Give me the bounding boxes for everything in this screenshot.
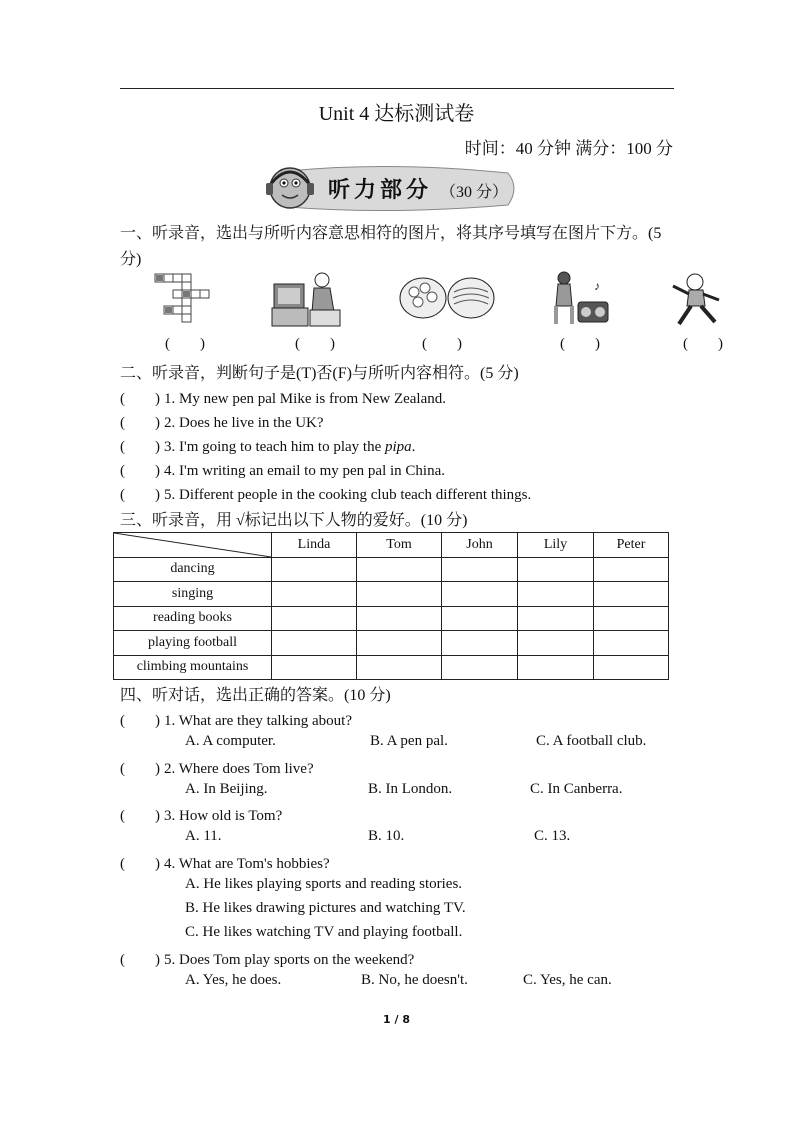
option-c[interactable]: C. He likes watching TV and playing football.: [185, 924, 463, 940]
option-c[interactable]: C. Yes, he can.: [523, 972, 612, 988]
answer-cell[interactable]: [442, 606, 518, 631]
answer-cell[interactable]: [272, 606, 357, 631]
option-a[interactable]: A. A computer.: [185, 733, 276, 749]
page-title: Unit 4 达标测试卷: [318, 103, 475, 125]
corner-cell: [114, 533, 272, 558]
answer-cell[interactable]: [442, 557, 518, 582]
answer-cell[interactable]: [518, 631, 594, 656]
column-header: Linda: [272, 533, 357, 558]
answer-cell[interactable]: [357, 557, 442, 582]
page-number: 1 / 8: [383, 1013, 410, 1026]
mc-question-4: ( ) 4. What are Tom's hobbies?: [120, 852, 330, 873]
table-row: [114, 582, 669, 607]
answer-blank[interactable]: ( ): [120, 391, 160, 407]
answer-blank[interactable]: ( ): [120, 713, 160, 729]
option-c[interactable]: C. A football club.: [536, 733, 647, 749]
column-header: Tom: [357, 533, 442, 558]
tf-item-3: ( ) 3. I'm going to teach him to play the pipa.: [120, 435, 415, 456]
row-header: singing: [114, 582, 272, 607]
table-header-row: [114, 533, 669, 558]
row-header: dancing: [114, 557, 272, 582]
answer-cell[interactable]: [442, 582, 518, 607]
table-row: [114, 606, 669, 631]
mc-question-1: ( ) 1. What are they talking about?: [120, 709, 352, 730]
answer-cell[interactable]: [272, 631, 357, 656]
answer-cell[interactable]: [518, 582, 594, 607]
picture-2-blank[interactable]: ( ): [295, 336, 335, 352]
mc-question-3: ( ) 3. How old is Tom?: [120, 804, 282, 825]
answer-cell[interactable]: [518, 557, 594, 582]
answer-blank[interactable]: ( ): [120, 439, 160, 455]
section4-instruction: 四、听对话，选出正确的答案。(10 分): [120, 687, 391, 704]
tf-item-4: ( ) 4. I'm writing an email to my pen pal in China.: [120, 459, 445, 480]
column-header: John: [442, 533, 518, 558]
picture-3-blank[interactable]: ( ): [422, 336, 462, 352]
food-bowls-icon: [398, 270, 496, 328]
table-row: [114, 655, 669, 680]
answer-cell[interactable]: [594, 606, 669, 631]
option-b[interactable]: B. He likes drawing pictures and watching TV.: [185, 900, 466, 916]
option-b[interactable]: B. No, he doesn't.: [361, 972, 468, 988]
section3-instruction: 三、听录音，用 √标记出以下人物的爱好。(10 分): [120, 512, 468, 529]
picture-4-blank[interactable]: ( ): [560, 336, 600, 352]
answer-cell[interactable]: [357, 655, 442, 680]
option-a[interactable]: A. Yes, he does.: [185, 972, 282, 988]
option-b[interactable]: B. In London.: [368, 781, 453, 797]
answer-blank[interactable]: ( ): [120, 487, 160, 503]
option-b[interactable]: B. 10.: [368, 828, 405, 844]
answer-blank[interactable]: ( ): [120, 952, 160, 968]
answer-cell[interactable]: [357, 606, 442, 631]
answer-blank[interactable]: ( ): [120, 808, 160, 824]
kung-fu-boy-icon: [667, 270, 727, 328]
tf-item-5: ( ) 5. Different people in the cooking club teach different things.: [120, 483, 531, 504]
table-row: [114, 631, 669, 656]
music-player-icon: [550, 270, 612, 328]
option-a[interactable]: A. In Beijing.: [185, 781, 268, 797]
picture-1-blank[interactable]: ( ): [165, 336, 205, 352]
option-c[interactable]: C. In Canberra.: [530, 781, 623, 797]
section1-instruction-cont: 分): [120, 251, 142, 268]
picture-5-blank[interactable]: ( ): [683, 336, 723, 352]
answer-cell[interactable]: [442, 631, 518, 656]
option-a[interactable]: A. He likes playing sports and reading stories.: [185, 876, 463, 892]
answer-blank[interactable]: ( ): [120, 761, 160, 777]
answer-blank[interactable]: ( ): [120, 463, 160, 479]
answer-cell[interactable]: [272, 582, 357, 607]
hobby-table: [113, 532, 669, 680]
option-a[interactable]: A. 11.: [185, 828, 222, 844]
option-b[interactable]: B. A pen pal.: [370, 733, 448, 749]
tf-item-1: ( ) 1. My new pen pal Mike is from New Zealand.: [120, 387, 446, 408]
crossword-grid-icon: [150, 270, 220, 328]
answer-cell[interactable]: [594, 582, 669, 607]
answer-cell[interactable]: [357, 582, 442, 607]
time-score-info: 时间：40 分钟 满分：100 分: [464, 139, 673, 158]
column-header: Peter: [594, 533, 669, 558]
mc-question-5: ( ) 5. Does Tom play sports on the weekend?: [120, 948, 414, 969]
mc-question-2: ( ) 2. Where does Tom live?: [120, 757, 314, 778]
row-header: playing football: [114, 631, 272, 656]
answer-blank[interactable]: ( ): [120, 415, 160, 431]
answer-cell[interactable]: [442, 655, 518, 680]
section2-instruction: 二、听录音，判断句子是(T)否(F)与所听内容相符。(5 分): [120, 365, 519, 382]
row-header: climbing mountains: [114, 655, 272, 680]
tf-item-2: ( ) 2. Does he live in the UK?: [120, 411, 324, 432]
section1-instruction: 一、听录音，选出与所听内容意思相符的图片，将其序号填写在图片下方。(5: [120, 225, 662, 242]
banner-score: （30 分）: [440, 184, 509, 201]
answer-cell[interactable]: [357, 631, 442, 656]
header-rule: [120, 88, 674, 89]
answer-blank[interactable]: ( ): [120, 856, 160, 872]
listening-banner: [258, 163, 522, 213]
answer-cell[interactable]: [594, 631, 669, 656]
column-header: Lily: [518, 533, 594, 558]
banner-label: 听力部分: [328, 178, 433, 203]
answer-cell[interactable]: [594, 557, 669, 582]
answer-cell[interactable]: [594, 655, 669, 680]
answer-cell[interactable]: [272, 557, 357, 582]
table-row: [114, 557, 669, 582]
answer-cell[interactable]: [518, 655, 594, 680]
answer-cell[interactable]: [518, 606, 594, 631]
row-header: reading books: [114, 606, 272, 631]
diagonal-line: [114, 533, 271, 557]
svg-text:♪: ♪: [594, 279, 600, 293]
tv-watching-icon: [270, 270, 345, 328]
option-c[interactable]: C. 13.: [534, 828, 571, 844]
answer-cell[interactable]: [272, 655, 357, 680]
